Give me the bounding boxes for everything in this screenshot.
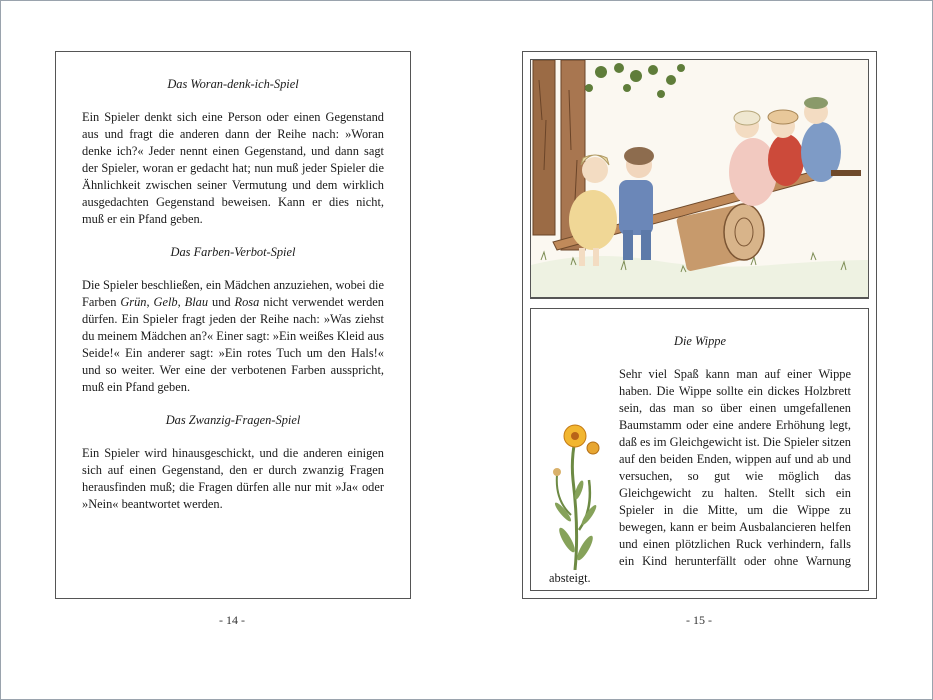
flower-icon [549, 420, 611, 570]
section-heading-woran: Das Woran-denk-ich-Spiel [167, 77, 299, 91]
section-text-woran: Ein Spieler denkt sich eine Person oder einen Gegenstand aus und fragt die anderen dann der Reihe nach: »Woran denke ich?« Jeder nennt einen Gegenstand, und dann sagt der Spieler, woran er gedacht hat; nun muß jeder Spieler die Ähnlichkeit zwischen seiner Vermutung und dem wirklich ausgedachten Gegenstand beweisen. Kann er dies nicht, muß er ein Pfand geben. [82, 110, 384, 226]
page-number-left: - 14 - [219, 613, 245, 627]
color-word-blau: Blau [184, 295, 209, 309]
section-text-wippe: Sehr viel Spaß kann man auf einer Wippe haben. Die Wippe sollte ein dickes Holzbrett sein, das man so über einen umgefallenen Baumstamm oder eine andere Erhöhung legt, daß es im Gleichgewicht ist. Die Spieler sitzen auf den beiden Enden, wippen auf und ab und versuchen, so gut wie möglich das Gleichgewicht zu halten. Stellt sich ein Spieler in die Mitte, um die Wippe zu bewegen, kann er beim Ausbalancieren helfen und einen plötzlichen Ruck verhindern, falls ein Kind herunterfällt oder ohne Warnung absteigt. [549, 367, 851, 585]
section-text-farben [82, 277, 384, 396]
section-heading-zwanzig: Das Zwanzig-Fragen-Spiel [165, 413, 301, 427]
text-segment: nicht verwendet werden dürfen. Ein Spieler fragt jeden der Reihe nach: »Was ziehst du meinem Mädchen an?« Einer sagt: »Ein weißes Kleid aus Seide!« Ein anderer sagt: »Ein rotes Tuch um den Hals!« und so weiter. Wer eine der verbotenen Farben ausspricht, muß ein Pfand geben. [82, 295, 384, 394]
section-heading-wippe: Die Wippe [674, 334, 726, 348]
color-word-gelb: Gelb [153, 295, 178, 309]
seesaw-illustration-svg [531, 60, 868, 298]
right-text-box [530, 308, 869, 591]
text-segment: , [146, 295, 154, 309]
divider-line [530, 297, 869, 298]
page-number-right: - 15 - [686, 613, 712, 627]
children-on-seesaw-illustration [530, 59, 869, 299]
color-word-gruen: Grün [120, 295, 147, 309]
text-segment: , [177, 295, 185, 309]
left-page [55, 51, 411, 599]
left-page-text [82, 76, 384, 529]
section-text-zwanzig: Ein Spieler wird hinausgeschickt, und die anderen einigen sich auf einen Gegenstand, den er durch zwanzig Fragen herausfinden muß; die Fragen dürfen alle nur mit »Ja« oder »Nein« beantwortet werden. [82, 446, 384, 511]
text-segment: Die Spieler beschließen, ein Mädchen anzuziehen, wobei die Farben [82, 278, 384, 309]
wippe-paragraph-wrap [549, 366, 851, 587]
flower-illustration [549, 420, 611, 570]
text-segment: und [208, 295, 235, 309]
section-heading-farben: Das Farben-Verbot-Spiel [170, 245, 296, 259]
color-word-rosa: Rosa [234, 295, 260, 309]
right-page [522, 51, 877, 599]
right-page-text [549, 333, 851, 587]
